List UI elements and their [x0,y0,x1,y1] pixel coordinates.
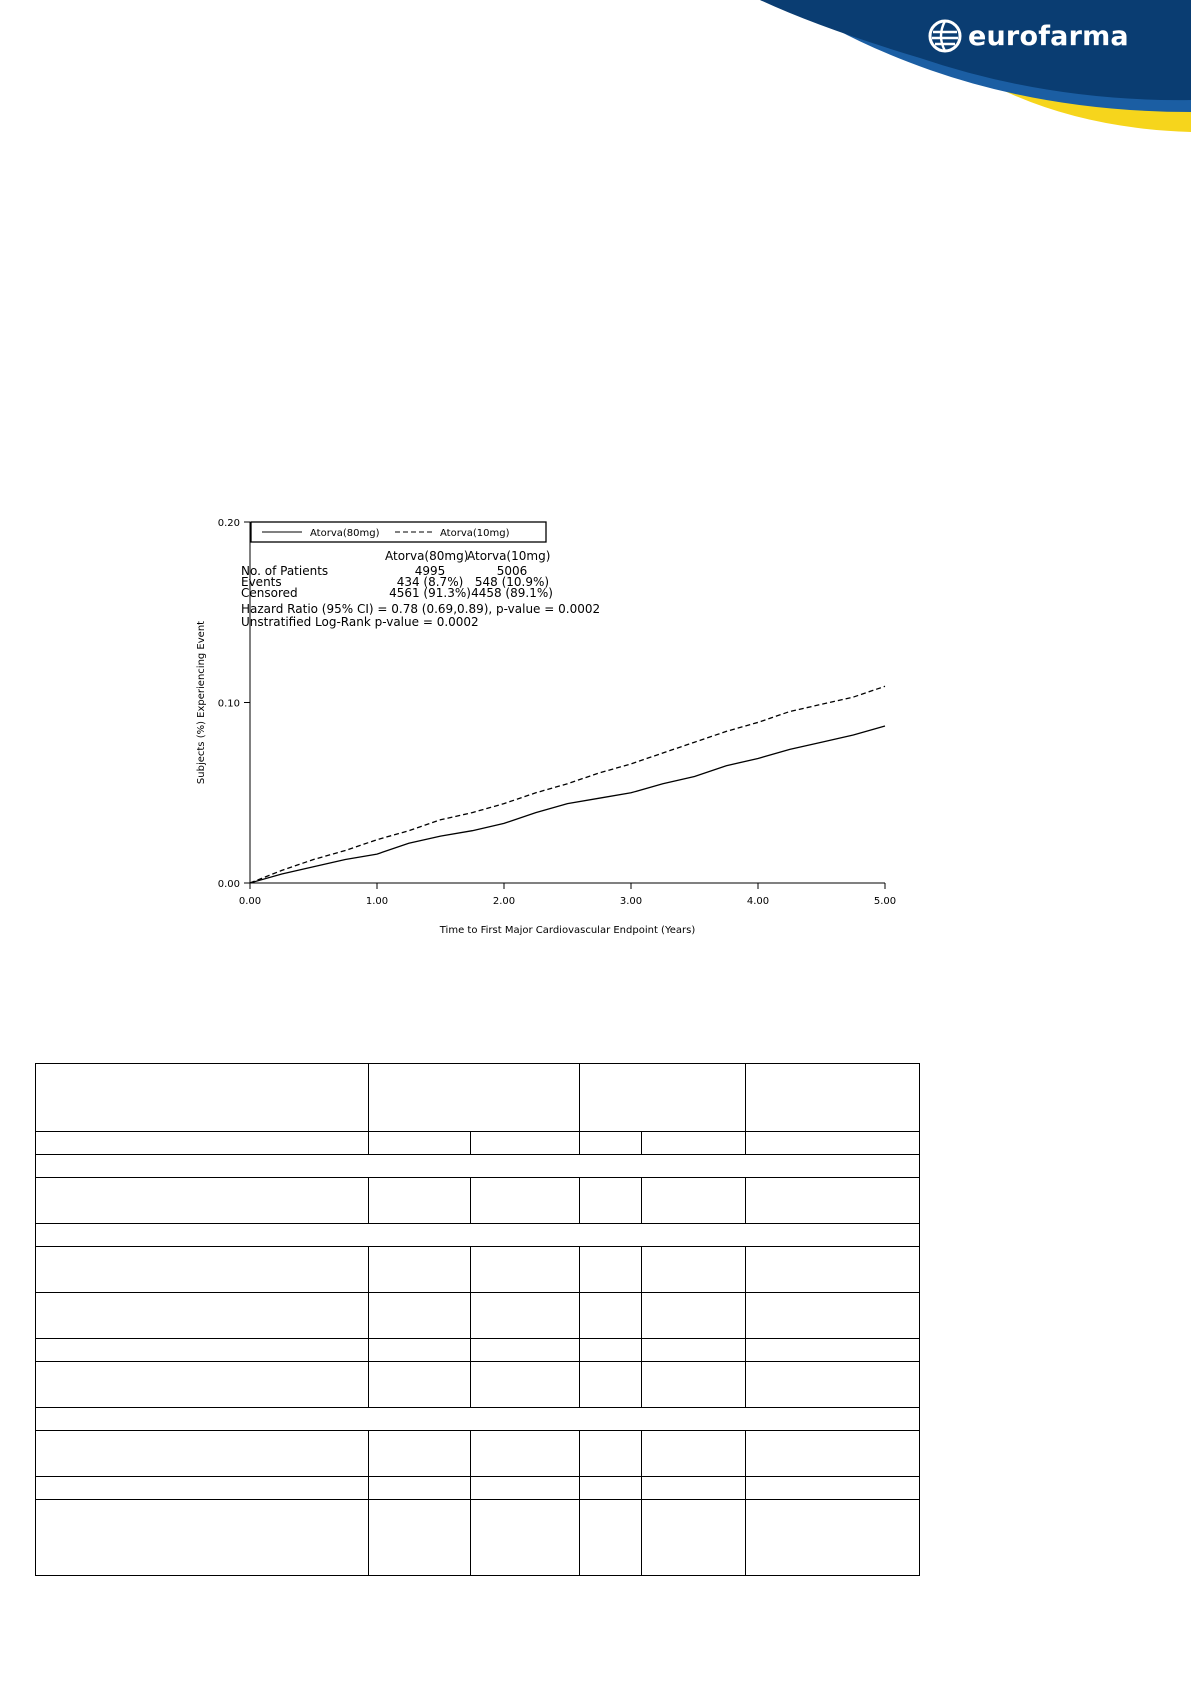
table-cell [580,1339,642,1362]
table-cell [642,1431,746,1477]
table-subheader-row [36,1132,920,1155]
x-tick-label: 2.00 [492,896,516,907]
table-row [36,1247,920,1293]
km-chart [190,510,910,950]
legend-label: Atorva(80mg) [310,528,380,539]
chart-series [250,686,885,883]
stats-row-label: No. of Patients [241,564,329,578]
table-row [36,1500,920,1576]
table-cell [580,1477,642,1500]
brand-name: eurofarma [968,20,1129,52]
table-cell [471,1477,580,1500]
x-tick-label: 1.00 [365,896,389,907]
chart-annotation: Unstratified Log-Rank p-value = 0.0002 [241,615,479,629]
table-cell [642,1178,746,1224]
legend-label: Atorva(10mg) [440,528,510,539]
table-cell [642,1477,746,1500]
table-cell [36,1132,369,1155]
table-cell [36,1064,369,1132]
table-row [36,1339,920,1362]
table-cell [580,1500,642,1576]
chart-annotation: Hazard Ratio (95% CI) = 0.78 (0.69,0.89), p-value = 0.0002 [241,602,601,616]
table-cell [580,1132,642,1155]
table-cell [369,1339,471,1362]
table-cell [746,1247,920,1293]
table-cell [36,1224,920,1247]
y-tick-label: 0.00 [217,879,240,890]
table-cell [746,1293,920,1339]
table-cell [580,1247,642,1293]
stats-value: 5006 [496,564,528,578]
x-tick-label: 4.00 [746,896,770,907]
table-cell [746,1362,920,1408]
x-tick-label: 3.00 [619,896,643,907]
table-cell [36,1178,369,1224]
table-row [36,1178,920,1224]
table-cell [471,1247,580,1293]
table-cell [36,1431,369,1477]
table-cell [369,1293,471,1339]
stats-value: 4458 (89.1%) [471,586,553,600]
table-cell [580,1293,642,1339]
brand-logo [928,14,1129,58]
table-section-row [36,1155,920,1178]
stats-header: Atorva(10mg) [467,549,551,563]
table-cell [746,1431,920,1477]
stats-row-label: Events [241,575,282,589]
table-cell [36,1293,369,1339]
table-cell [642,1247,746,1293]
table-cell [580,1178,642,1224]
table-cell [642,1500,746,1576]
table-cell [580,1431,642,1477]
table-cell [471,1500,580,1576]
table-cell [471,1178,580,1224]
table-cell [369,1178,471,1224]
table-cell [642,1339,746,1362]
table-cell [746,1064,920,1132]
table-cell [471,1293,580,1339]
table-cell [36,1362,369,1408]
chart-stats-table [241,549,553,600]
table-cell [36,1247,369,1293]
table-cell [471,1431,580,1477]
chart-annotations [241,602,600,629]
table-header-row [36,1064,920,1132]
table-cell [369,1431,471,1477]
stats-value: 4995 [414,564,446,578]
table-row [36,1477,920,1500]
table-cell [36,1155,920,1178]
series-line-2 [250,686,885,883]
table-cell [369,1247,471,1293]
table-row [36,1431,920,1477]
table-cell [580,1064,746,1132]
stats-value: 4561 (91.3%) [389,586,471,600]
table-cell [369,1362,471,1408]
chart-legend [251,522,546,542]
stats-value: 434 (8.7%) [396,575,464,589]
stats-row-label: Censored [241,586,298,600]
results-table [35,1063,920,1576]
table-cell [642,1293,746,1339]
x-tick-label: 0.00 [238,896,262,907]
table-cell [746,1477,920,1500]
table-cell [36,1408,920,1431]
x-tick-label: 5.00 [873,896,897,907]
x-axis-title: Time to First Major Cardiovascular Endpoint (Years) [439,925,696,936]
globe-icon [928,19,962,53]
table-cell [369,1132,471,1155]
y-axis-title: Subjects (%) Experiencing Event [196,620,207,785]
table-cell [36,1339,369,1362]
table-row [36,1362,920,1408]
table-section-row [36,1224,920,1247]
table-cell [471,1362,580,1408]
table-row [36,1293,920,1339]
table-cell [746,1500,920,1576]
table-cell [642,1132,746,1155]
y-tick-label: 0.10 [217,698,240,710]
table-section-row [36,1408,920,1431]
table-cell [746,1178,920,1224]
stats-value: 548 (10.9%) [474,575,550,589]
table-cell [471,1339,580,1362]
table-cell [369,1500,471,1576]
y-tick-label: 0.20 [217,518,240,529]
table-cell [36,1500,369,1576]
table-cell [746,1339,920,1362]
table-cell [36,1477,369,1500]
table-cell [369,1477,471,1500]
series-line-1 [250,726,885,883]
table-cell [580,1362,642,1408]
table-cell [471,1132,580,1155]
table-cell [746,1132,920,1155]
stats-header: Atorva(80mg) [385,549,469,563]
table-cell [369,1064,580,1132]
table-cell [642,1362,746,1408]
